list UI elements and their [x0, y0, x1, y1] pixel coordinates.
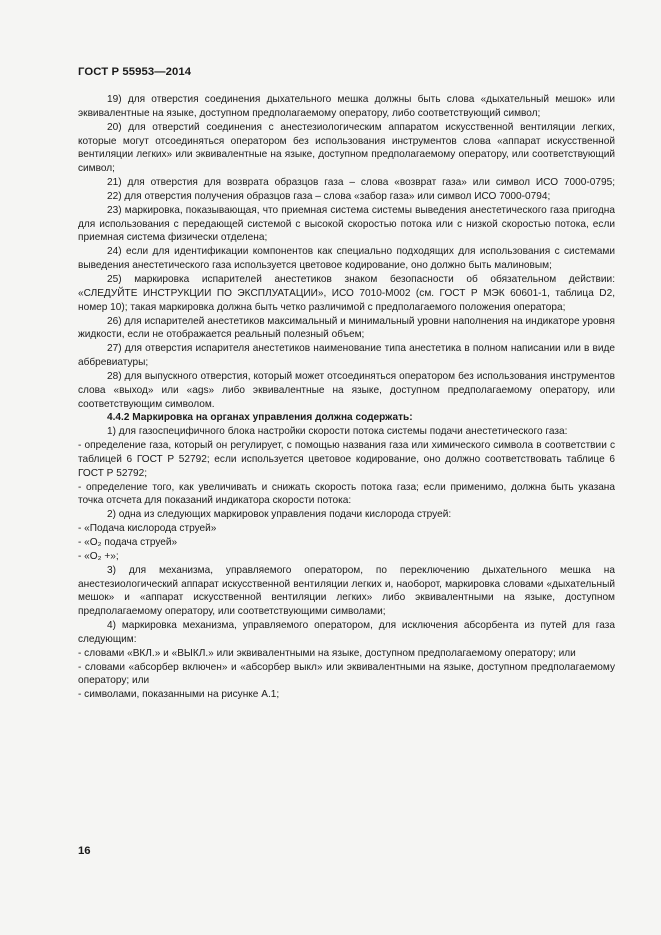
paragraph-item-26: 26) для испарителей анестетиков максимальный и минимальный уровни наполнения на индикаторе уровня жидкости, если не отображается реальный полезный объем; [78, 315, 615, 341]
paragraph-item-22: 22) для отверстия получения образцов газа – слова «забор газа» или символ ИСО 7000-0794; [107, 190, 551, 202]
controls-item-4: 4) маркировка механизма, управляемого оператором, для исключения абсорбента из путей для газа следующим: [78, 620, 615, 645]
list-item-absorber-words: - словами «абсорбер включен» и «абсорбер выкл» или эквивалентными на языке, доступном предполагаемому оператору; или [78, 661, 615, 687]
paragraph-item-23: 23) маркировка, показывающая, что приемная система системы выведения анестетического газа пригодна для использования с передающей системой с высокой скоростью потока или с низкой скоростью потока, если приемная система физически отделена; [78, 204, 615, 244]
paragraph-item-24: 24) если для идентификации компонентов как специально подходящих для использования с системами выведения анестетического газа используется цветовое кодирование, оно должно быть малиновым; [78, 246, 615, 272]
list-item-symbols: - символами, показанными на рисунке А.1; [78, 689, 280, 701]
list-item-flow-adjust: - определение того, как увеличивать и снижать скорость потока газа; если применимо, должна быть указана точка отсчета для показаний индикатора скорости потока: [78, 481, 615, 507]
paragraph-item-20: 20) для отверстий соединения с анестезиологическим аппаратом искусственной вентиляции легких, которые могут отсоединяться оператором без использования инструментов слова «аппарат искусственной вентиляции легких» или эквивалентные на языке, доступном предполагаемому оператору, или соответствующий символ; [78, 121, 615, 175]
paragraph-item-19: 19) для отверстия соединения дыхательного мешка должны быть слова «дыхательный мешок» или эквивалентные на языке, доступном предполагаемому оператору, либо соответствующий символ; [78, 94, 615, 119]
controls-item-2: 2) одна из следующих маркировок управления подачи кислорода струей: [107, 509, 452, 521]
page-header: ГОСТ Р 55953—2014 [78, 66, 192, 78]
list-item-on-off-words: - словами «ВКЛ.» и «ВЫКЛ.» или эквивалентными на языке, доступном предполагаемому оператору; или [78, 647, 576, 659]
list-item-gas-definition: - определение газа, который он регулирует, с помощью названия газа или химического символа в соответствии с таблицей 6 ГОСТ Р 52792; если используется цветовое кодирование, оно должно соответствовать таблице 6 ГОСТ Р 52792; [78, 440, 615, 479]
section-heading-4-4-2: 4.4.2 Маркировка на органах управления должна содержать: [107, 412, 413, 424]
controls-item-3: 3) для механизма, управляемого оператором, по переключению дыхательного мешка на анестезиологический аппарат искусственной вентиляции легких и, наоборот, маркировка словами «дыхательный мешок» и «аппарат искусственной вентиляции легких» либо эквивалентными на языке, доступном предполагаемому оператору, или соответствующими символами; [78, 564, 615, 618]
list-item-oxygen-flush-1: - «Подача кислорода струей» [78, 523, 217, 535]
paragraph-item-27: 27) для отверстия испарителя анестетиков наименование типа анестетика в полном написании или в виде аббревиатуры; [78, 343, 615, 369]
page-number: 16 [78, 845, 91, 857]
document-body [78, 93, 615, 702]
list-item-oxygen-flush-2: - «O₂ подача струей» [78, 537, 178, 548]
list-item-oxygen-flush-3: - «O₂ +»; [78, 550, 119, 562]
paragraph-item-25: 25) маркировка испарителей анестетиков знаком безопасности об обязательном действии: [107, 273, 615, 285]
paragraph-item-21: 21) для отверстия для возврата образцов газа – слова «возврат газа» или символ ИСО 7000-0795; [107, 177, 615, 189]
paragraph-item-25-continued: «СЛЕДУЙТЕ ИНСТРУКЦИИ ПО ЭКСПЛУАТАЦИИ», ИСО 7010-М002 (см. ГОСТ Р МЭК 60601-1, таблица D2, номер 10); такая маркировка должна быть четко различимой с предполагаемого положения оператора; [78, 287, 615, 313]
paragraph-item-28: 28) для выпускного отверстия, который может отсоединяться оператором без использования инструментов слова «выход» или «ags» либо эквивалентные на языке, доступном предполагаемому оператору, или соответствующим символом. [78, 370, 615, 410]
controls-item-1: 1) для газоспецифичного блока настройки скорости потока системы подачи анестетического газа: [107, 426, 568, 438]
